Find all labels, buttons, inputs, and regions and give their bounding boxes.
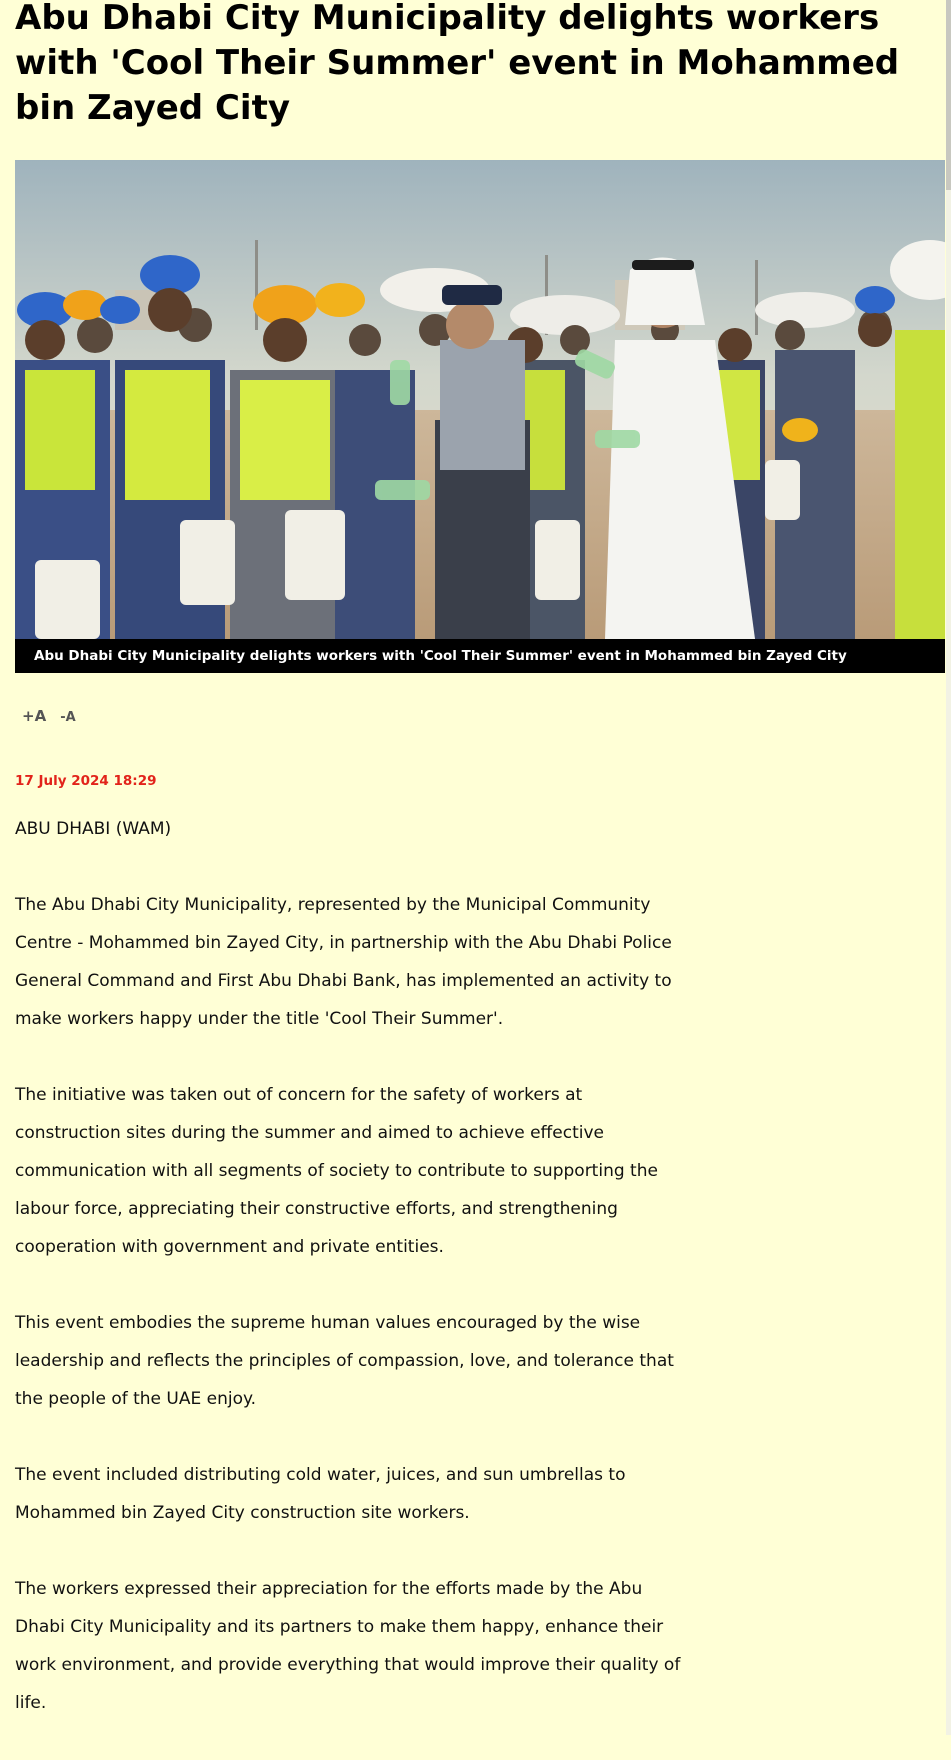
page-scrollbar[interactable]	[946, 0, 951, 1735]
increase-font-button[interactable]: +A	[22, 707, 47, 725]
decrease-font-button[interactable]: -A	[60, 710, 76, 725]
article-paragraph-1: The Abu Dhabi City Municipality, represented by the Municipal Community Centre - Mohammed bin Zayed City, in partnership with the Abu Dhabi Police General Command and First Abu Dhabi Bank, has implemented an activity to make workers happy under the title 'Cool Their Summer'.	[15, 895, 672, 1029]
article-photo	[15, 160, 945, 639]
article-paragraph-4: The event included distributing cold water, juices, and sun umbrellas to Mohammed bin Zayed City construction site workers.	[15, 1465, 626, 1523]
article-figure	[15, 160, 945, 673]
image-caption: Abu Dhabi City Municipality delights workers with 'Cool Their Summer' event in Mohammed bin Zayed City	[15, 639, 945, 673]
article-body	[15, 810, 685, 1760]
publish-date: 17 July 2024 18:29	[15, 773, 157, 789]
article-paragraph-3: This event embodies the supreme human values encouraged by the wise leadership and reflects the principles of compassion, love, and tolerance that the people of the UAE enjoy.	[15, 1313, 674, 1409]
font-size-controls	[22, 707, 76, 725]
scrollbar-thumb[interactable]	[946, 0, 951, 190]
article-paragraph-2: The initiative was taken out of concern for the safety of workers at construction sites during the summer and aimed to achieve effective communication with all segments of society to contribute to supporting the labour force, appreciating their constructive efforts, and strengthening cooperation with government and private entities.	[15, 1085, 658, 1257]
article-headline: Abu Dhabi City Municipality delights workers with 'Cool Their Summer' event in Mohammed bin Zayed City	[15, 0, 900, 128]
article-paragraph-5: The workers expressed their appreciation for the efforts made by the Abu Dhabi City Municipality and its partners to make them happy, enhance their work environment, and provide everything that would improve their quality of life.	[15, 1579, 681, 1713]
article-dateline: ABU DHABI (WAM)	[15, 819, 172, 839]
